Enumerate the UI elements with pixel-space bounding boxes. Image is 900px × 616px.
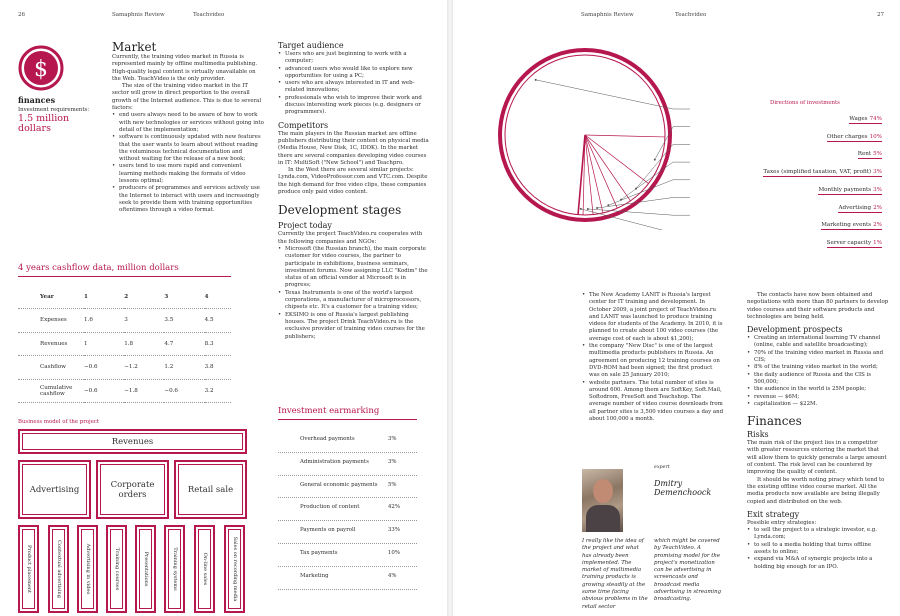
legend-value: 2% — [873, 204, 882, 211]
legend-value: 5% — [873, 151, 882, 158]
table-row — [278, 476, 417, 499]
dollar-glyph: $ — [34, 57, 48, 82]
finances-label: finances — [18, 95, 56, 105]
revenue-channel-label: Contextual advertising — [55, 540, 62, 598]
partner-bullet-right: • website partners. The total number of sites is around 600. Among them are SoftKey, Soft.Mail, Softodrom, FreeSoft and Teachshop. The average number of video course downloads from all partner sites is 3,500 video courses a day and about 100,000 a month. — [582, 380, 724, 424]
exit-strategy-heading: Exit strategy — [747, 509, 800, 519]
partner-bullet: • Texas Instruments is one of the world's largest corporations, a manufacturer of microprocessors, chipsets etc. It's a customer for a training video; — [278, 290, 430, 312]
prospect-bullet: • the daily audience of Russia and the CIS is 500,000; — [747, 372, 889, 387]
legend-underline — [818, 194, 882, 195]
cashflow-cell: −0.6 — [164, 379, 204, 403]
project-today-heading: Project today — [278, 221, 332, 231]
revenue-channel-label: Advertising in video — [84, 543, 91, 595]
contacts-para: The contacts have now been obtained and negotiations with more than 80 partners to develop video courses and their software products and technologies are being held. — [747, 292, 889, 320]
partner-bullet: • Microsoft (the Russian branch), the main corporate customer for video courses, the partner to participate in exhibitions, business seminars, investment forums. Now assigning LLC "Kodim" the status of an official vendor at Microsoft is in progress; — [278, 246, 430, 290]
cashflow-cell: 1 — [84, 332, 124, 356]
legend-underline — [827, 247, 882, 248]
cashflow-cell: 4.7 — [164, 332, 204, 356]
corporate-orders-label: Corporate orders — [110, 479, 155, 500]
market-bullet: • software is continuously updated with new features that the user wants to learn about without reading the voluminous technical documentation and without waiting for the release of a new book; — [112, 134, 264, 163]
cashflow-title: 4 years cashflow data, million dollars — [18, 263, 179, 273]
earmark-value: 10% — [388, 549, 400, 556]
legend-label: Rent — [857, 151, 872, 158]
cashflow-cell: 1.8 — [124, 332, 164, 356]
table-row — [278, 453, 417, 476]
prospect-bullet: • 8% of the training video market in the world; — [747, 364, 889, 371]
retail-sale-label: Retail sale — [187, 484, 234, 495]
legend-value: 10% — [869, 133, 882, 140]
cashflow-cell: 4.5 — [205, 309, 231, 333]
earmark-label: Production of content — [300, 504, 360, 511]
expert-name: Dmitry Demenchoock — [654, 479, 712, 497]
legend-label: Server capacity — [826, 239, 872, 246]
legend-value: 3% — [873, 169, 882, 176]
legend-item — [763, 169, 882, 175]
expert-quote-right: which might be covered by TeachVideo. A promising model for the project's monetization can be advertising in screencasts and broadcast media advertising in streaming broadcasting. — [654, 538, 722, 603]
publication-name: Samaphnis Review — [112, 12, 165, 18]
cashflow-cell: 1 — [84, 285, 124, 309]
prospect-bullet: • 70% of the training video market in Russia and CIS; — [747, 350, 889, 365]
revenue-channel-box — [48, 525, 69, 613]
exit-intro: Possible entry strategies: — [747, 519, 817, 526]
cashflow-cell: −0.6 — [84, 356, 124, 380]
cashflow-row-label: Revenues — [18, 332, 84, 356]
prospect-bullet: • revenue — $6M; — [747, 394, 889, 401]
market-section — [112, 40, 264, 215]
earmark-value: 5% — [388, 481, 397, 488]
revenues-box — [18, 429, 247, 454]
legend-underline — [849, 123, 882, 124]
market-heading: Market — [112, 40, 157, 54]
earmark-label: Marketing — [300, 572, 329, 579]
market-para-2: The size of the training video market in the IT sector will grow in direct proportion to the overall growth of the Internet audience. This is due to several factors: — [112, 83, 262, 112]
cashflow-header-row — [18, 285, 231, 309]
cashflow-row-label: Year — [18, 285, 84, 309]
legend-underline — [858, 158, 882, 159]
pie-slice-marker — [535, 79, 537, 81]
legend-underline — [827, 141, 882, 142]
development-stages-heading: Development stages — [278, 203, 402, 218]
cashflow-cell: −0.6 — [84, 379, 124, 403]
retail-sale-box — [174, 460, 247, 519]
earmark-label: Administration payments — [300, 458, 369, 465]
legend-label: Marketing events — [821, 222, 872, 229]
revenue-channel-label: Product placement — [25, 544, 32, 594]
cashflow-cell: 8.3 — [205, 332, 231, 356]
investment-amount: 1.5 million dollars — [18, 113, 70, 134]
earmarking-table — [278, 430, 417, 590]
competitors-para-2: In the West there are several similar projects: Lynda.com, VideoProfessor.com and VTC.com. Despite the high demand for free video clips, these companies produce only paid video content. — [278, 167, 428, 196]
finances-heading: Finances — [747, 414, 802, 429]
legend-item — [821, 222, 882, 228]
legend-label: Other charges — [826, 133, 868, 140]
revenue-channel-box — [194, 525, 215, 613]
cashflow-cell: 3.8 — [205, 356, 231, 380]
cashflow-cell: 1.6 — [84, 309, 124, 333]
cashflow-row-label: Cumulative cashflow — [18, 379, 84, 403]
market-bullet: • users tend to use more rapid and convenient learning methods making the formats of video lessons optimal; — [112, 163, 264, 185]
partner-bullet: • EKSIMO is one of Russia's largest publishing houses. The project Drink TeachVideo.ru is the exclusive provider of training video courses for the publishers; — [278, 312, 430, 341]
target-audience-heading: Target audience — [278, 41, 344, 50]
prospects-finances-column — [747, 292, 889, 571]
expert-label: expert — [654, 465, 670, 470]
cashflow-cell: 2 — [124, 285, 164, 309]
pie-slice-marker — [587, 208, 589, 210]
legend-item — [827, 134, 882, 140]
expert-quote-left: I really like the idea of the project and what has already been implemented. The market of multimedia training products is growing steadily at the same time facing obvious problems in the retail sector — [582, 538, 648, 610]
prospects-heading: Development prospects — [747, 325, 843, 335]
table-row — [278, 430, 417, 453]
business-model-title: Business model of the project — [18, 419, 100, 425]
table-row — [278, 544, 417, 567]
earmark-label: Payments on payroll — [300, 527, 356, 534]
revenue-channel-box — [224, 525, 245, 613]
revenue-channel-box — [77, 525, 98, 613]
cashflow-cell: 3.5 — [164, 309, 204, 333]
section-name: Teachvideo — [193, 12, 225, 18]
cashflow-cell: 4 — [205, 285, 231, 309]
exit-bullet: • to sell to a media holding that turns offline assets to online; — [747, 542, 889, 557]
prospect-bullet: • capitalization — $22M. — [747, 401, 889, 408]
advertising-label: Advertising — [29, 484, 80, 495]
cashflow-cell: 1.2 — [164, 356, 204, 380]
page-number-right: 27 — [877, 12, 884, 18]
legend-label: Advertising — [838, 204, 872, 211]
earmark-label: Tax payments — [300, 549, 338, 556]
target-bullet: • Users who are just beginning to work with a computer; — [278, 51, 430, 66]
market-bullet: • producers of programmes and services actively use the Internet to interact with users and increasingly seek to provide them with training opportunities oftentimes through a video format. — [112, 185, 264, 214]
cashflow-table — [18, 285, 231, 403]
legend-underline — [821, 229, 882, 230]
earmark-value: 33% — [388, 527, 400, 534]
cashflow-rule — [18, 276, 231, 277]
legend-underline — [838, 212, 882, 213]
cashflow-row-label: Expenses — [18, 309, 84, 333]
legend-value: 1% — [873, 239, 882, 246]
risks-para-2: It should be worth noting piracy which tend to the existing offline video course market. All the media products now available are being illegally copied and distributed on the web. — [747, 476, 885, 505]
page-number-left: 26 — [18, 12, 25, 18]
revenue-channel-label: Training courses — [113, 547, 120, 591]
revenue-channel-label: Presentations — [142, 551, 149, 587]
exit-bullet: • to sell the project to a strategic investor, e.g. Lynda.com; — [747, 527, 889, 542]
revenue-channel-label: Training systems — [171, 547, 178, 591]
revenue-channel-box — [135, 525, 156, 613]
target-bullet: • users who are always interested in IT and web-related innovations; — [278, 80, 430, 95]
table-row — [18, 356, 231, 380]
cashflow-cell: −1.2 — [124, 356, 164, 380]
legend-underline — [763, 176, 882, 177]
revenues-label: Revenues — [111, 436, 154, 447]
revenue-channel-label: Sales on recording media — [231, 536, 238, 602]
target-bullet: • professionals who wish to improve their work and discuss interesting work pieces (e.g. designers or programmers). — [278, 95, 430, 117]
earmarking-rule — [278, 419, 417, 420]
table-row — [278, 498, 417, 521]
table-row — [18, 379, 231, 403]
legend-label: Monthly payments — [818, 186, 872, 193]
market-para-1: Currently, the training video market in Russia is represented mainly by offline multimedia publishing. High-quality legal content is virtually unavailable on the Web. TeachVideo is the only provider. — [112, 54, 258, 82]
revenue-channel-box — [18, 525, 39, 613]
legend-label: Wages — [849, 116, 868, 122]
revenue-channel-box — [106, 525, 127, 613]
earmark-value: 3% — [388, 458, 397, 465]
cashflow-cell: 3.2 — [205, 379, 231, 403]
publication-name-right: Samaphnis Review — [581, 12, 634, 18]
table-row — [278, 521, 417, 544]
earmark-label: General economic payments — [300, 481, 378, 488]
directions-title: Directions of investments — [770, 100, 840, 106]
advertising-box — [18, 460, 91, 519]
cashflow-cell: −1.8 — [124, 379, 164, 403]
earmark-value: 3% — [388, 436, 397, 442]
section-name-right: Teachvideo — [675, 12, 707, 18]
legend-item — [818, 187, 882, 193]
legend-value: 74% — [869, 116, 882, 122]
prospect-bullet: • Creating an international learning TV channel (online, cable and satellite broadcasting); — [747, 335, 889, 350]
partner-bullet-right: • The New Academy LANIT is Russia's largest center for IT training and development. In October 2009, a joint project of TeachVideo.ru and LANIT was launched to produce training videos for students of the Academy. In 2010, it is planned to create about 100 video courses (the average cost of each is about $1,200); — [582, 292, 724, 343]
table-row — [18, 309, 231, 333]
legend-item — [838, 205, 882, 211]
project-today-intro: Currently the project TeachVideo.ru cooperates with the following companies and NGOs: — [278, 231, 423, 245]
market-bullet: • end users always need to be aware of how to work with new technologies or services without going into detail of the implementation; — [112, 112, 264, 134]
revenue-channel-label: On-line sales — [201, 552, 208, 586]
table-row — [278, 567, 417, 590]
expert-photo — [582, 469, 623, 532]
earmark-value: 42% — [388, 504, 400, 511]
pie-slice-marker — [654, 159, 656, 161]
exit-bullet: • expand via M&A of synergic projects into a holding big enough for an IPO. — [747, 556, 889, 571]
pie-slice-marker — [607, 204, 609, 206]
left-page — [0, 0, 447, 616]
pie-slice-marker — [596, 207, 598, 209]
legend-item — [849, 116, 882, 122]
dollar-icon — [18, 45, 64, 91]
investment-requirements-label: Investment requirements: — [18, 107, 90, 113]
risks-para-1: The main risk of the project lies in a competitor with greater resources entering the market that will allow them to quickly generate a large amount of content. The risk level can be countered by improving the quality of content. — [747, 440, 887, 476]
target-bullet: • advanced users who would like to explore new opportunities for using a PC; — [278, 66, 430, 81]
competitors-heading: Competitors — [278, 120, 329, 130]
table-row — [18, 332, 231, 356]
investment-pie-chart — [490, 40, 690, 230]
earmark-label: Overhead payments — [300, 436, 355, 442]
pie-slice-marker — [580, 208, 582, 210]
legend-value: 2% — [873, 222, 882, 229]
risks-heading: Risks — [747, 430, 769, 440]
earmark-value: 4% — [388, 572, 397, 579]
cashflow-row-label: Cashflow — [18, 356, 84, 380]
prospect-bullet: • the audience in the world is 25M people; — [747, 386, 889, 393]
legend-item — [858, 151, 882, 157]
legend-value: 3% — [873, 186, 882, 193]
revenue-channel-box — [164, 525, 185, 613]
corporate-orders-box — [96, 460, 169, 519]
legend-item — [827, 240, 882, 246]
directions-legend — [690, 100, 882, 246]
legend-label: Taxes (simplified taxation, VAT, profit) — [763, 169, 872, 176]
cashflow-cell: 3 — [124, 309, 164, 333]
partners-column — [582, 292, 724, 423]
earmarking-title: Investment earmarking — [278, 406, 380, 416]
competitors-para-1: The main players in the Russian market are offline publishers distributing their content on physical media (Media House, New Disk, 1C, IDDK). In the market there are several companies developing video courses in IT: MultiSoft ("New School") and Teachpro. — [278, 130, 429, 166]
cashflow-cell: 3 — [164, 285, 204, 309]
partner-bullet-right: • the company "New Disc" is one of the largest multimedia products publishers in Russia. An agreement on producing 12 training courses on DVD-ROM had been signed; the first product was on sale 25 January 2010; — [582, 343, 724, 379]
target-competitors-column — [278, 41, 430, 341]
